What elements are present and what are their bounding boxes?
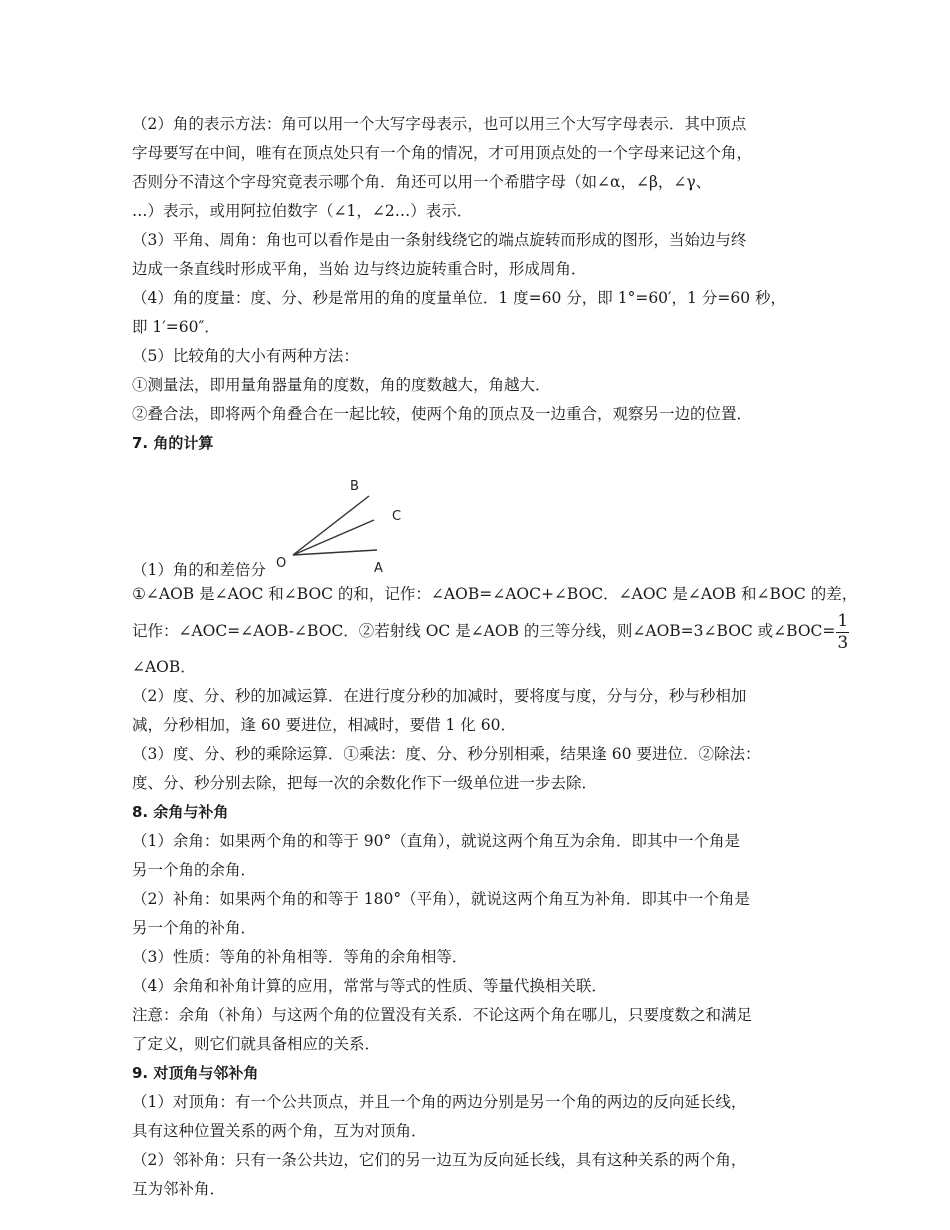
text-line: （3）度、分、秒的乘除运算．①乘法：度、分、秒分别相乘，结果逢 60 要进位．②除法： <box>132 745 761 763</box>
section-9-heading: 9. 对顶角与邻补角 <box>132 1064 259 1082</box>
text-line: 即 1′=60″． <box>132 318 220 336</box>
fraction-line <box>132 609 849 653</box>
fraction-numerator: 1 <box>837 610 849 631</box>
text-line: （3）平角、周角：角也可以看作是由一条射线绕它的端点旋转而形成的图形，当始边与终 <box>132 231 747 249</box>
text-line: 了定义，则它们就具备相应的关系． <box>132 1035 381 1053</box>
fraction-one-third <box>836 610 849 653</box>
text-line: ②叠合法，即将两个角叠合在一起比较，使两个角的顶点及一边重合，观察另一边的位置． <box>132 405 753 423</box>
text-line: 另一个角的补角． <box>132 919 257 937</box>
text-line: …）表示，或用阿拉伯数字（∠1，∠2…）表示． <box>132 202 473 220</box>
label-c: C <box>392 509 402 524</box>
fraction-denominator: 3 <box>837 632 849 653</box>
text-line: 另一个角的余角． <box>132 861 257 879</box>
text-line: （1）对顶角：有一个公共顶点，并且一个角的两边分别是另一个角的两边的反向延长线， <box>132 1093 747 1111</box>
figure-caption: （1）角的和差倍分 <box>132 561 266 579</box>
text-line: （2）角的表示方法：角可以用一个大写字母表示，也可以用三个大写字母表示．其中顶点 <box>132 115 747 133</box>
text-line: 否则分不清这个字母究竟表示哪个角．角还可以用一个希腊字母（如∠α，∠β，∠γ、 <box>132 173 712 191</box>
section-7-heading: 7. 角的计算 <box>132 434 214 452</box>
angle-diagram <box>270 458 430 580</box>
text-line: （4）余角和补角计算的应用，常常与等式的性质、等量代换相关联． <box>132 977 607 995</box>
text-line: 具有这种位置关系的两个角，互为对顶角． <box>132 1122 427 1140</box>
text-line: 注意：余角（补角）与这两个角的位置没有关系．不论这两个角在哪儿，只要度数之和满足 <box>132 1006 753 1024</box>
text-line: （2）补角：如果两个角的和等于 180°（平角），就说这两个角互为补角．即其中一个角是 <box>132 890 750 908</box>
intro-paragraphs <box>132 110 832 429</box>
label-b: B <box>350 479 359 494</box>
text-line: ∠AOB． <box>132 658 196 676</box>
ray-oa <box>293 550 377 555</box>
text-line: （2）邻补角：只有一条公共边，它们的另一边互为反向延长线，具有这种关系的两个角， <box>132 1151 747 1169</box>
angle-figure-row <box>132 458 832 580</box>
text-line: （4）角的度量：度、分、秒是常用的角的度量单位．1 度=60 分，即 1°=60′，1 分=60 秒， <box>132 289 786 307</box>
text-line: ①∠AOB 是∠AOC 和∠BOC 的和，记作：∠AOB=∠AOC+∠BOC．∠AOC 是∠AOB 和∠BOC 的差， <box>132 585 858 603</box>
document-page <box>132 110 858 1204</box>
ray-ob <box>293 496 369 555</box>
label-a: A <box>374 561 383 576</box>
text-line: （2）度、分、秒的加减运算．在进行度分秒的加减时，要将度与度，分与分，秒与秒相加 <box>132 687 747 705</box>
text-line: （5）比较角的大小有两种方法： <box>132 347 359 365</box>
text-line: 边成一条直线时形成平角，当始 边与终边旋转重合时，形成周角． <box>132 260 587 278</box>
label-o: O <box>276 556 287 571</box>
text-line: 互为邻补角． <box>132 1180 226 1198</box>
text-line: 减，分秒相加，逢 60 要进位，相减时，要借 1 化 60． <box>132 716 516 734</box>
fraction-line-text: 记作：∠AOC=∠AOB-∠BOC．②若射线 OC 是∠AOB 的三等分线，则∠AOB=3∠BOC 或∠BOC= <box>132 622 836 640</box>
text-line: 度、分、秒分别去除，把每一次的余数化作下一级单位进一步去除． <box>132 774 598 792</box>
text-line: （3）性质：等角的补角相等．等角的余角相等． <box>132 948 468 966</box>
ray-oc <box>293 520 374 555</box>
section-8-heading: 8. 余角与补角 <box>132 803 229 821</box>
text-line: 字母要写在中间，唯有在顶点处只有一个角的情况，才可用顶点处的一个字母来记这个角， <box>132 144 753 162</box>
text-line: ①测量法，即用量角器量角的度数，角的度数越大，角越大． <box>132 376 551 394</box>
text-line: （1）余角：如果两个角的和等于 90°（直角），就说这两个角互为余角．即其中一个角是 <box>132 832 741 850</box>
